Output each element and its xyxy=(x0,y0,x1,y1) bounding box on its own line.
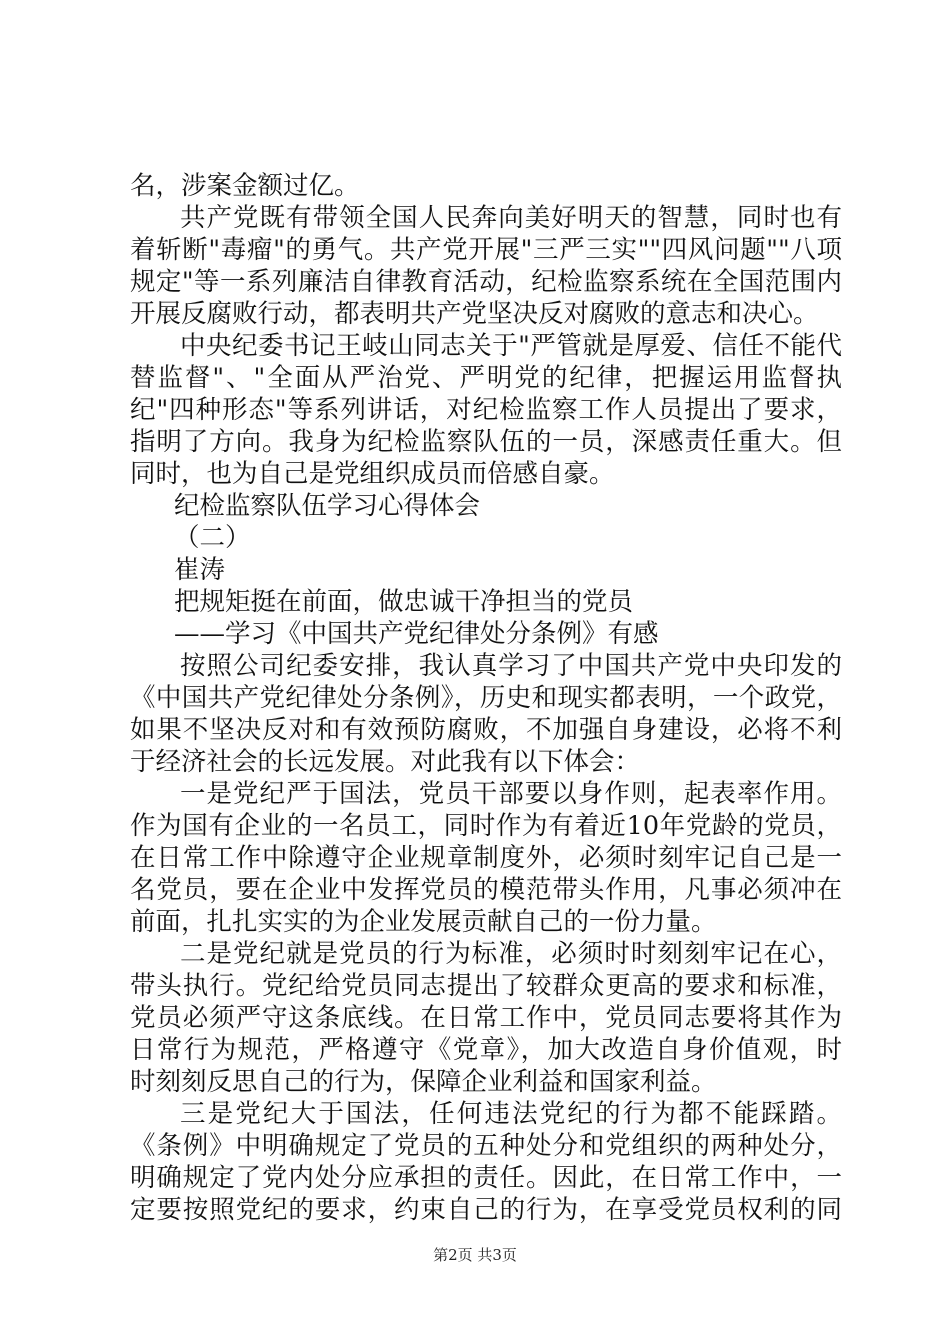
text-line: 《中国共产党纪律处分条例》，历史和现实都表明，一个政党， xyxy=(130,683,842,713)
text-line: 前面，扎扎实实的为企业发展贡献自己的一份力量。 xyxy=(130,907,717,937)
text-line: 纪"四种形态"等系列讲话，对纪检监察工作人员提出了要求， xyxy=(130,395,842,425)
text-line: 作为国有企业的一名员工，同时作为有着近10年党龄的党员， xyxy=(130,811,842,841)
text-line: 按照公司纪委安排，我认真学习了中国共产党中央印发的 xyxy=(180,651,842,681)
page-number-footer: 第2页 共3页 xyxy=(433,1246,517,1264)
text-line: 于经济社会的长远发展。对此我有以下体会： xyxy=(130,747,641,777)
text-line: 指明了方向。我身为纪检监察队伍的一员，深感责任重大。但 xyxy=(130,427,842,457)
text-line: 共产党既有带领全国人民奔向美好明天的智慧，同时也有 xyxy=(180,203,842,233)
text-line: 替监督"、"全面从严治党、严明党的纪律，把握运用监督执 xyxy=(130,363,842,393)
section-title: 纪检监察队伍学习心得体会 xyxy=(174,491,481,521)
text-line: 规定"等一系列廉洁自律教育活动，纪检监察系统在全国范围内 xyxy=(130,267,842,297)
article-title: 把规矩挺在前面，做忠诚干净担当的党员 xyxy=(174,587,634,617)
text-line: 名党员，要在企业中发挥党员的模范带头作用，凡事必须冲在 xyxy=(130,875,842,905)
text-line: 着斩断"毒瘤"的勇气。共产党开展"三严三实""四风问题""八项 xyxy=(130,235,842,265)
text-line: 二是党纪就是党员的行为标准，必须时时刻刻牢记在心， xyxy=(180,939,842,969)
text-line: 带头执行。党纪给党员同志提出了较群众更高的要求和标准， xyxy=(130,971,842,1001)
text-line: 明确规定了党内处分应承担的责任。因此，在日常工作中，一 xyxy=(130,1163,842,1193)
text-line: 开展反腐败行动，都表明共产党坚决反对腐败的意志和决心。 xyxy=(130,299,819,329)
text-line: 中央纪委书记王岐山同志关于"严管就是厚爱、信任不能代 xyxy=(180,331,842,361)
text-line: 在日常工作中除遵守企业规章制度外，必须时刻牢记自己是一 xyxy=(130,843,842,873)
document-body xyxy=(130,170,842,1226)
text-line: 党员必须严守这条底线。在日常工作中，党员同志要将其作为 xyxy=(130,1003,842,1033)
text-line: 《条例》中明确规定了党员的五种处分和党组织的两种处分， xyxy=(130,1131,842,1161)
text-line: 日常行为规范，严格遵守《党章》，加大改造自身价值观，时 xyxy=(130,1035,842,1065)
article-subtitle: ——学习《中国共产党纪律处分条例》有感 xyxy=(174,619,659,649)
text-line: 名，涉案金额过亿。 xyxy=(130,171,360,201)
text-line: 时刻刻反思自己的行为，保障企业利益和国家利益。 xyxy=(130,1067,717,1097)
text-line: 如果不坚决反对和有效预防腐败，不加强自身建设，必将不利 xyxy=(130,715,842,745)
text-line: 定要按照党纪的要求，约束自己的行为，在享受党员权利的同 xyxy=(130,1195,842,1225)
section-number: （二） xyxy=(174,523,251,553)
author-name: 崔涛 xyxy=(174,555,226,585)
text-line: 同时，也为自己是党组织成员而倍感自豪。 xyxy=(130,459,615,489)
text-line: 一是党纪严于国法，党员干部要以身作则，起表率作用。 xyxy=(180,779,842,809)
text-line: 三是党纪大于国法，任何违法党纪的行为都不能踩踏。 xyxy=(180,1099,842,1129)
